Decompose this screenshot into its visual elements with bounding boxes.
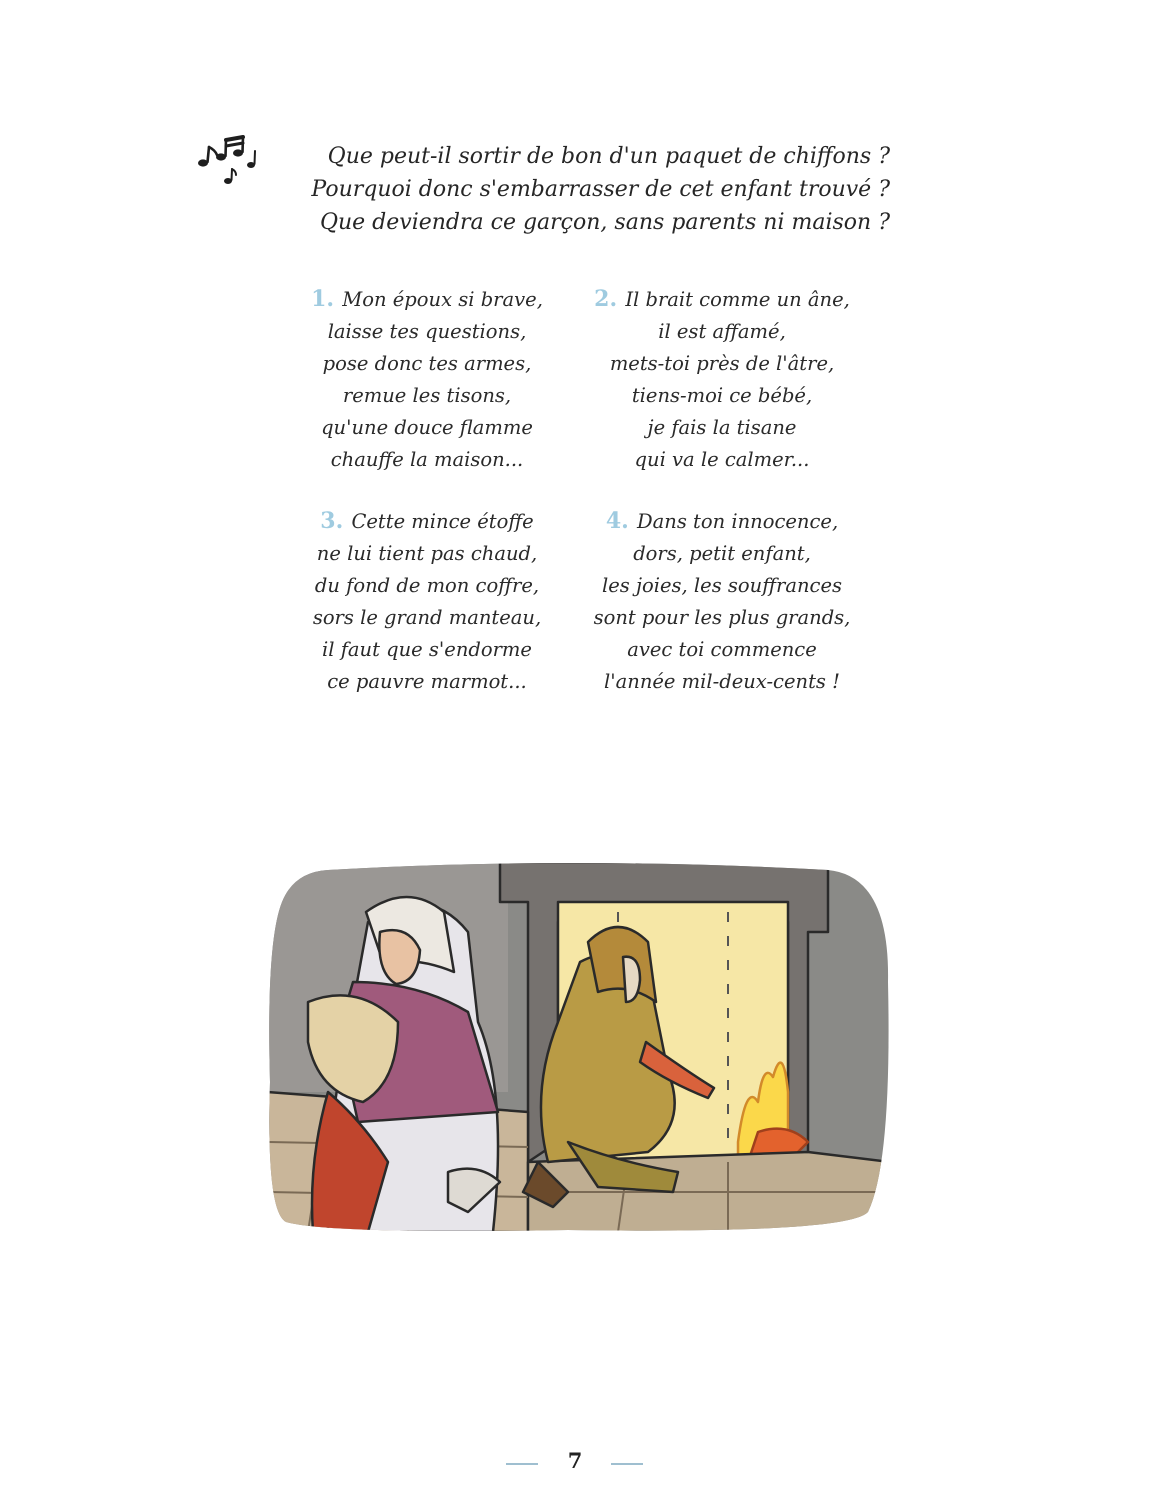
refrain-line: Que deviendra ce garçon, sans parents ni maison ? — [319, 210, 890, 235]
verse-line: tiens-moi ce bébé, — [631, 384, 813, 407]
page-number: 7 — [567, 1448, 583, 1473]
verse-line: mets-toi près de l'âtre, — [609, 352, 835, 375]
verse-line — [287, 283, 567, 316]
verse-line: il faut que s'endorme — [322, 638, 532, 661]
footer-rule — [506, 1463, 538, 1465]
fireplace-illustration — [268, 862, 890, 1232]
verse-line: je fais la tisane — [647, 416, 797, 439]
verse-line: les joies, les souffrances — [601, 574, 843, 597]
verse-4 — [582, 505, 862, 698]
verse-3 — [287, 505, 567, 698]
verse-line — [582, 283, 862, 316]
verse-line — [287, 505, 567, 538]
verse-2 — [582, 283, 862, 476]
verse-line: pose donc tes armes, — [322, 352, 532, 375]
verse-line: qui va le calmer... — [634, 448, 810, 471]
verse-1 — [287, 283, 567, 476]
verse-line: ne lui tient pas chaud, — [316, 542, 538, 565]
footer-rule — [611, 1463, 643, 1465]
verse-line: remue les tisons, — [342, 384, 512, 407]
verse-line-text: Dans ton innocence, — [637, 510, 839, 533]
verse-line: dors, petit enfant, — [633, 542, 811, 565]
verse-line-text: Cette mince étoffe — [351, 510, 534, 533]
verse-line: qu'une douce flamme — [321, 416, 533, 439]
verse-number: 2. — [594, 286, 618, 312]
verse-number: 4. — [605, 508, 629, 534]
verse-line: l'année mil-deux-cents ! — [604, 670, 840, 693]
verse-number: 1. — [311, 286, 335, 312]
verse-line: ce pauvre marmot... — [327, 670, 527, 693]
verse-line-text: Il brait comme un âne, — [625, 288, 850, 311]
refrain-line: Que peut-il sortir de bon d'un paquet de chiffons ? — [327, 144, 890, 169]
verse-line-text: Mon époux si brave, — [342, 288, 543, 311]
verse-number: 3. — [320, 508, 344, 534]
verse-line: sont pour les plus grands, — [593, 606, 851, 629]
refrain-line: Pourquoi donc s'embarrasser de cet enfant trouvé ? — [311, 177, 890, 202]
page-footer — [0, 1440, 1149, 1480]
verse-line: il est affamé, — [658, 320, 786, 343]
verse-line: avec toi commence — [627, 638, 817, 661]
verse-line: laisse tes questions, — [327, 320, 527, 343]
verse-line: sors le grand manteau, — [312, 606, 542, 629]
verse-line — [582, 505, 862, 538]
refrain — [270, 140, 890, 239]
verse-line: du fond de mon coffre, — [314, 574, 540, 597]
music-notes-icon — [193, 133, 263, 193]
verse-line: chauffe la maison... — [330, 448, 524, 471]
